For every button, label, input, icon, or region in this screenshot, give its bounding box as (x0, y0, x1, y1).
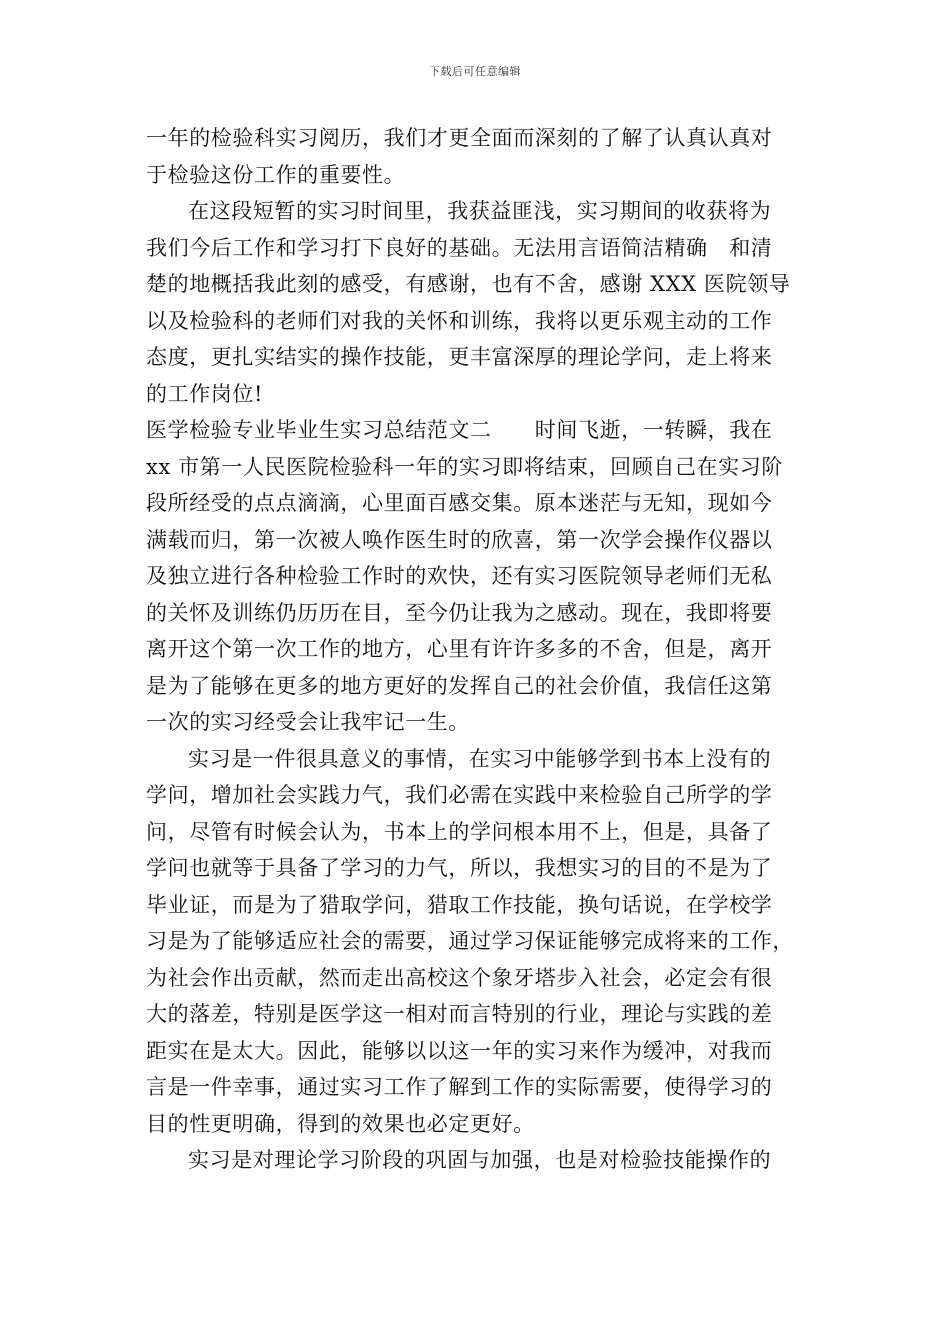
text-line: 大的落差，特别是医学这一相对而言特别的行业，理论与实践的差 (146, 1002, 773, 1026)
text-line: 的关怀及训练仍历历在目，至今仍让我为之感动。现在，我即将要 (146, 600, 773, 625)
text-line: 楚的地概括我此刻的感受，有感谢，也有不舍，感谢 XXX 医院领导 (146, 272, 791, 296)
text-line: 学问也就等于具备了学习的力气，所以，我想实习的目的不是为了 (146, 856, 773, 880)
text-line: 满载而归，第一次被人唤作医生时的欣喜，第一次学会操作仪器以 (146, 527, 773, 552)
text-line: 目的性更明确，得到的效果也必定更好。 (146, 1111, 535, 1136)
text-line: 的工作岗位! (146, 381, 264, 406)
text-line: 实习是对理论学习阶段的巩固与加强，也是对检验技能操作的 (188, 1148, 772, 1172)
text-line: 为社会作出贡献，然而走出高校这个象牙塔步入社会，必定会有很 (146, 965, 773, 990)
text-line: 毕业证，而是为了猎取学问，猎取工作技能，换句话说，在学校学 (146, 892, 773, 917)
text-line: xx 市第一人民医院检验科一年的实习即将结束，回顾自己在实习阶 (146, 454, 783, 479)
text-line: 离开这个第一次工作的地方，心里有许许多多的不舍，但是，离开 (146, 637, 773, 661)
text-line: 我们今后工作和学习打下良好的基础。无法用言语简洁精确 和清 (146, 235, 773, 260)
text-line: 于检验这份工作的重要性。 (146, 162, 406, 187)
text-line: 是为了能够在更多的地方更好的发挥自己的社会价值，我信任这第 (146, 673, 773, 698)
section-heading-line: 医学检验专业毕业生实习总结范文二 时间飞逝，一转瞬，我在 (146, 418, 773, 442)
text-line: 学问，增加社会实践力气，我们必需在实践中来检验自己所学的学 (146, 783, 773, 807)
text-line: 问，尽管有时候会认为，书本上的学问根本用不上，但是，具备了 (146, 819, 773, 844)
text-line: 以及检验科的老师们对我的关怀和训练，我将以更乐观主动的工作 (146, 308, 773, 333)
text-line: 言是一件幸事，通过实习工作了解到工作的实际需要，使得学习的 (146, 1075, 773, 1099)
text-line: 习是为了能够适应社会的需要，通过学习保证能够完成将来的工作， (146, 929, 794, 953)
text-line: 在这段短暂的实习时间里，我获益匪浅，实习期间的收获将为 (188, 199, 772, 223)
text-line: 及独立进行各种检验工作时的欢快，还有实习医院领导老师们无私 (146, 564, 773, 588)
page-header-note: 下载后可任意编辑 (429, 65, 521, 78)
text-line: 段所经受的点点滴滴，心里面百感交集。原本迷茫与无知，现如今 (146, 491, 773, 515)
text-line: 距实在是太大。因此，能够以以这一年的实习来作为缓冲，对我而 (146, 1038, 773, 1063)
text-line: 一次的实习经受会让我牢记一生。 (146, 710, 470, 734)
document-body (146, 120, 818, 1179)
text-line: 实习是一件很具意义的事情，在实习中能够学到书本上没有的 (188, 746, 772, 771)
text-line: 态度，更扎实结实的操作技能，更丰富深厚的理论学问，走上将来 (146, 345, 773, 369)
text-line: 一年的检验科实习阅历，我们才更全面而深刻的了解了认真认真对 (146, 126, 773, 150)
